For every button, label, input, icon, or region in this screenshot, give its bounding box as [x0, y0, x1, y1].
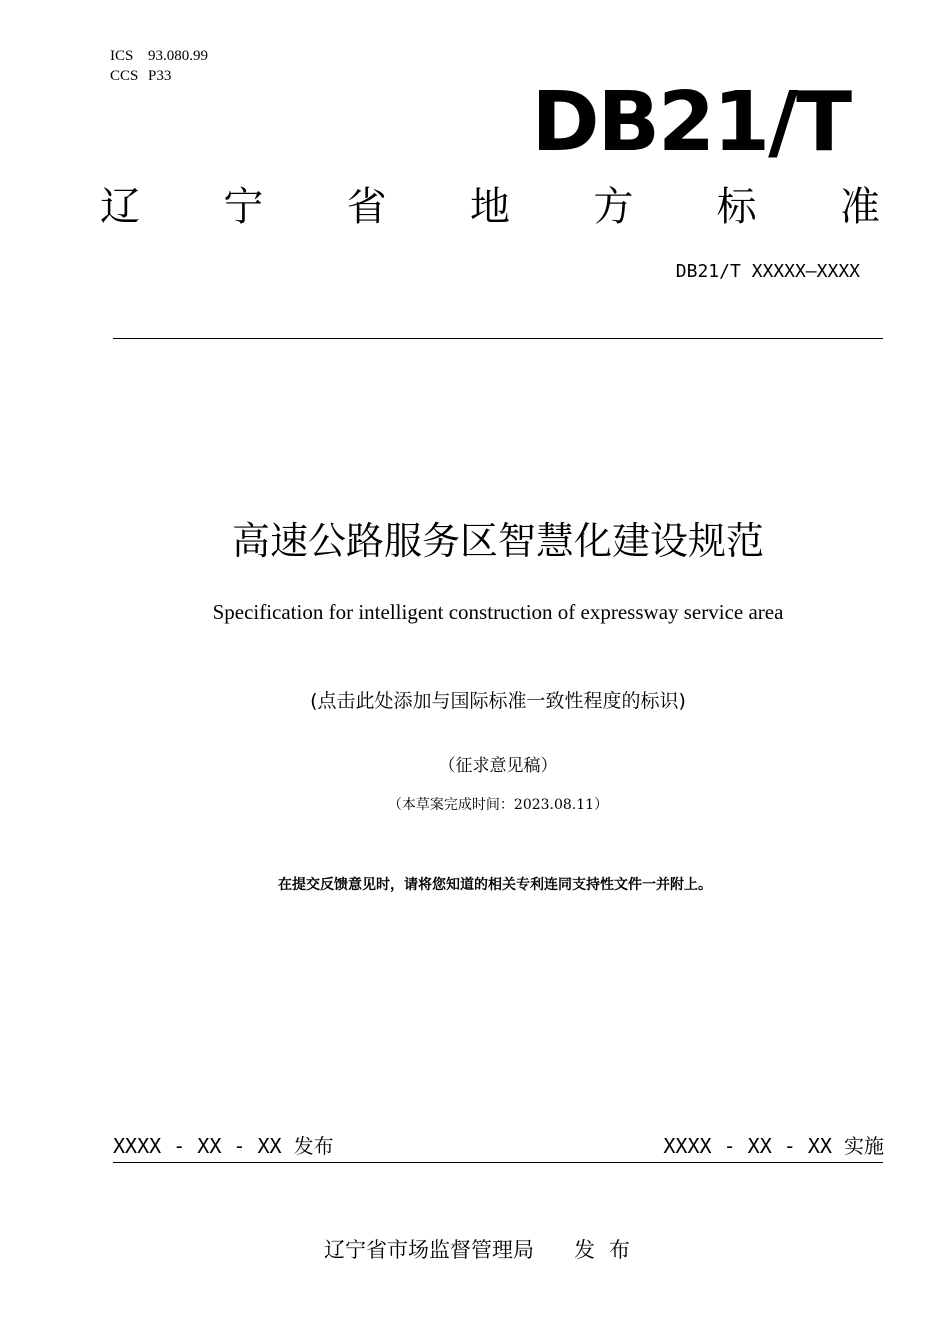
category-char: 辽	[100, 184, 140, 230]
document-title-cn: 高速公路服务区智慧化建设规范	[231, 519, 764, 563]
ccs-row	[110, 66, 208, 86]
ics-value: 93.080.99	[148, 48, 208, 64]
issuer-line	[324, 1236, 644, 1264]
top-divider	[113, 338, 883, 339]
category-char: 省	[346, 184, 387, 230]
implement-date: XXXX - XX - XX 实施	[663, 1134, 884, 1158]
category-char: 标	[716, 184, 757, 230]
ccs-label: CCS	[110, 68, 139, 84]
category-char: 准	[839, 184, 880, 230]
issuer-action: 发布	[574, 1238, 644, 1262]
ics-label: ICS	[110, 48, 134, 64]
category-char: 方	[593, 184, 634, 230]
classification-codes	[110, 46, 208, 86]
patent-notice: 在提交反馈意见时，请将您知道的相关专利连同支持性文件一并附上。	[278, 877, 712, 893]
issuer-name: 辽宁省市场监督管理局	[324, 1238, 534, 1262]
publish-date: XXXX - XX - XX 发布	[113, 1134, 334, 1158]
ics-row	[110, 46, 208, 66]
draft-status: （征求意见稿）	[438, 756, 558, 776]
standard-number: DB21/T XXXXX—XXXX	[675, 261, 860, 282]
bottom-divider	[113, 1162, 883, 1163]
draft-finish-date: （本草案完成时间：2023.08.11）	[387, 797, 609, 813]
document-title-en: Specification for intelligent construction of expressway service area	[212, 600, 784, 624]
consistency-note[interactable]: (点击此处添加与国际标准一致性程度的标识)	[310, 690, 686, 712]
standard-category-title	[100, 184, 880, 230]
category-char: 宁	[223, 184, 264, 230]
category-char: 地	[469, 184, 510, 230]
standard-logo: DB21/T	[531, 75, 850, 170]
ccs-value: P33	[148, 68, 172, 84]
